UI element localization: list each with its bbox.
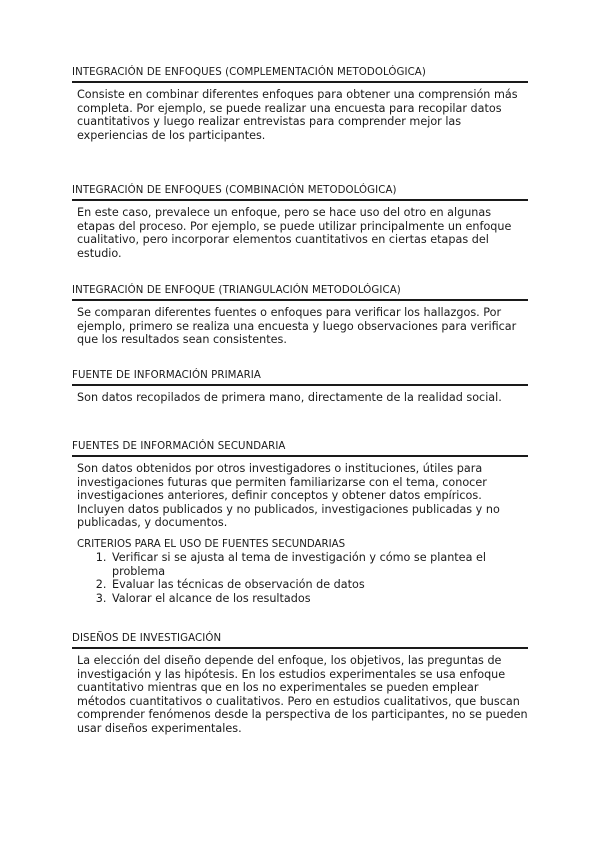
section-body: La elección del diseño depende del enfoque, los objetivos, las preguntas de investigación y las hipótesis. En los estudios experimentales se usa enfoque cuantitativo mientras que en los no experimentales se pueden emplear métodos cuantitativos o cualitativos. Pero en estudios cualitativos, que buscan comprender fenómenos desde la perspectiva de los participantes, no se pueden usar diseños experimentales. [77,654,528,735]
list-item: 1. Verificar si se ajusta al tema de investigación y cómo se plantea el problema [110,551,528,578]
section-body: Son datos obtenidos por otros investigadores o instituciones, útiles para investigaciones futuras que permiten familiarizarse con el tema, conocer investigaciones anteriores, definir conceptos y obtener datos empíricos. Incluyen datos publicados y no publicados, investigaciones publicadas y no publicadas, y documentos. [77,462,500,530]
section-fuentes-secundarias [72,440,528,605]
section-triangulacion [72,284,528,347]
section-disenos [72,632,528,736]
section-heading: INTEGRACIÓN DE ENFOQUES (COMBINACIÓN METODOLÓGICA) [72,184,528,201]
section-body: En este caso, prevalece un enfoque, pero se hace uso del otro en algunas etapas del proceso. Por ejemplo, se puede utilizar principalmente un enfoque cualitativo, pero incorporar elementos cuantitativos en ciertas etapas del estudio. [77,206,512,260]
section-combinacion [72,184,528,260]
section-heading: INTEGRACIÓN DE ENFOQUE (TRIANGULACIÓN METODOLÓGICA) [72,284,528,301]
section-body: Son datos recopilados de primera mano, directamente de la realidad social. [77,391,502,404]
section-body: Consiste en combinar diferentes enfoques para obtener una comprensión más completa. Por ejemplo, se puede realizar una encuesta para recopilar datos cuantitativos y luego realizar entrevistas para comprender mejor las experiencias de los participantes. [77,88,518,142]
criteria-heading: CRITERIOS PARA EL USO DE FUENTES SECUNDARIAS [77,538,346,550]
section-heading: FUENTE DE INFORMACIÓN PRIMARIA [72,369,528,386]
section-body: Se comparan diferentes fuentes o enfoques para verificar los hallazgos. Por ejemplo, primero se realiza una encuesta y luego observaciones para verificar que los resultados sean consistentes. [77,306,517,347]
section-heading: DISEÑOS DE INVESTIGACIÓN [72,632,528,649]
section-complementacion [72,66,528,142]
list-item: 3. Valorar el alcance de los resultados [110,592,528,606]
section-fuente-primaria [72,369,528,405]
section-heading: FUENTES DE INFORMACIÓN SECUNDARIA [72,440,528,457]
section-heading: INTEGRACIÓN DE ENFOQUES (COMPLEMENTACIÓN METODOLÓGICA) [72,66,528,83]
criteria-list [72,551,528,605]
list-item: 2. Evaluar las técnicas de observación de datos [110,578,528,592]
